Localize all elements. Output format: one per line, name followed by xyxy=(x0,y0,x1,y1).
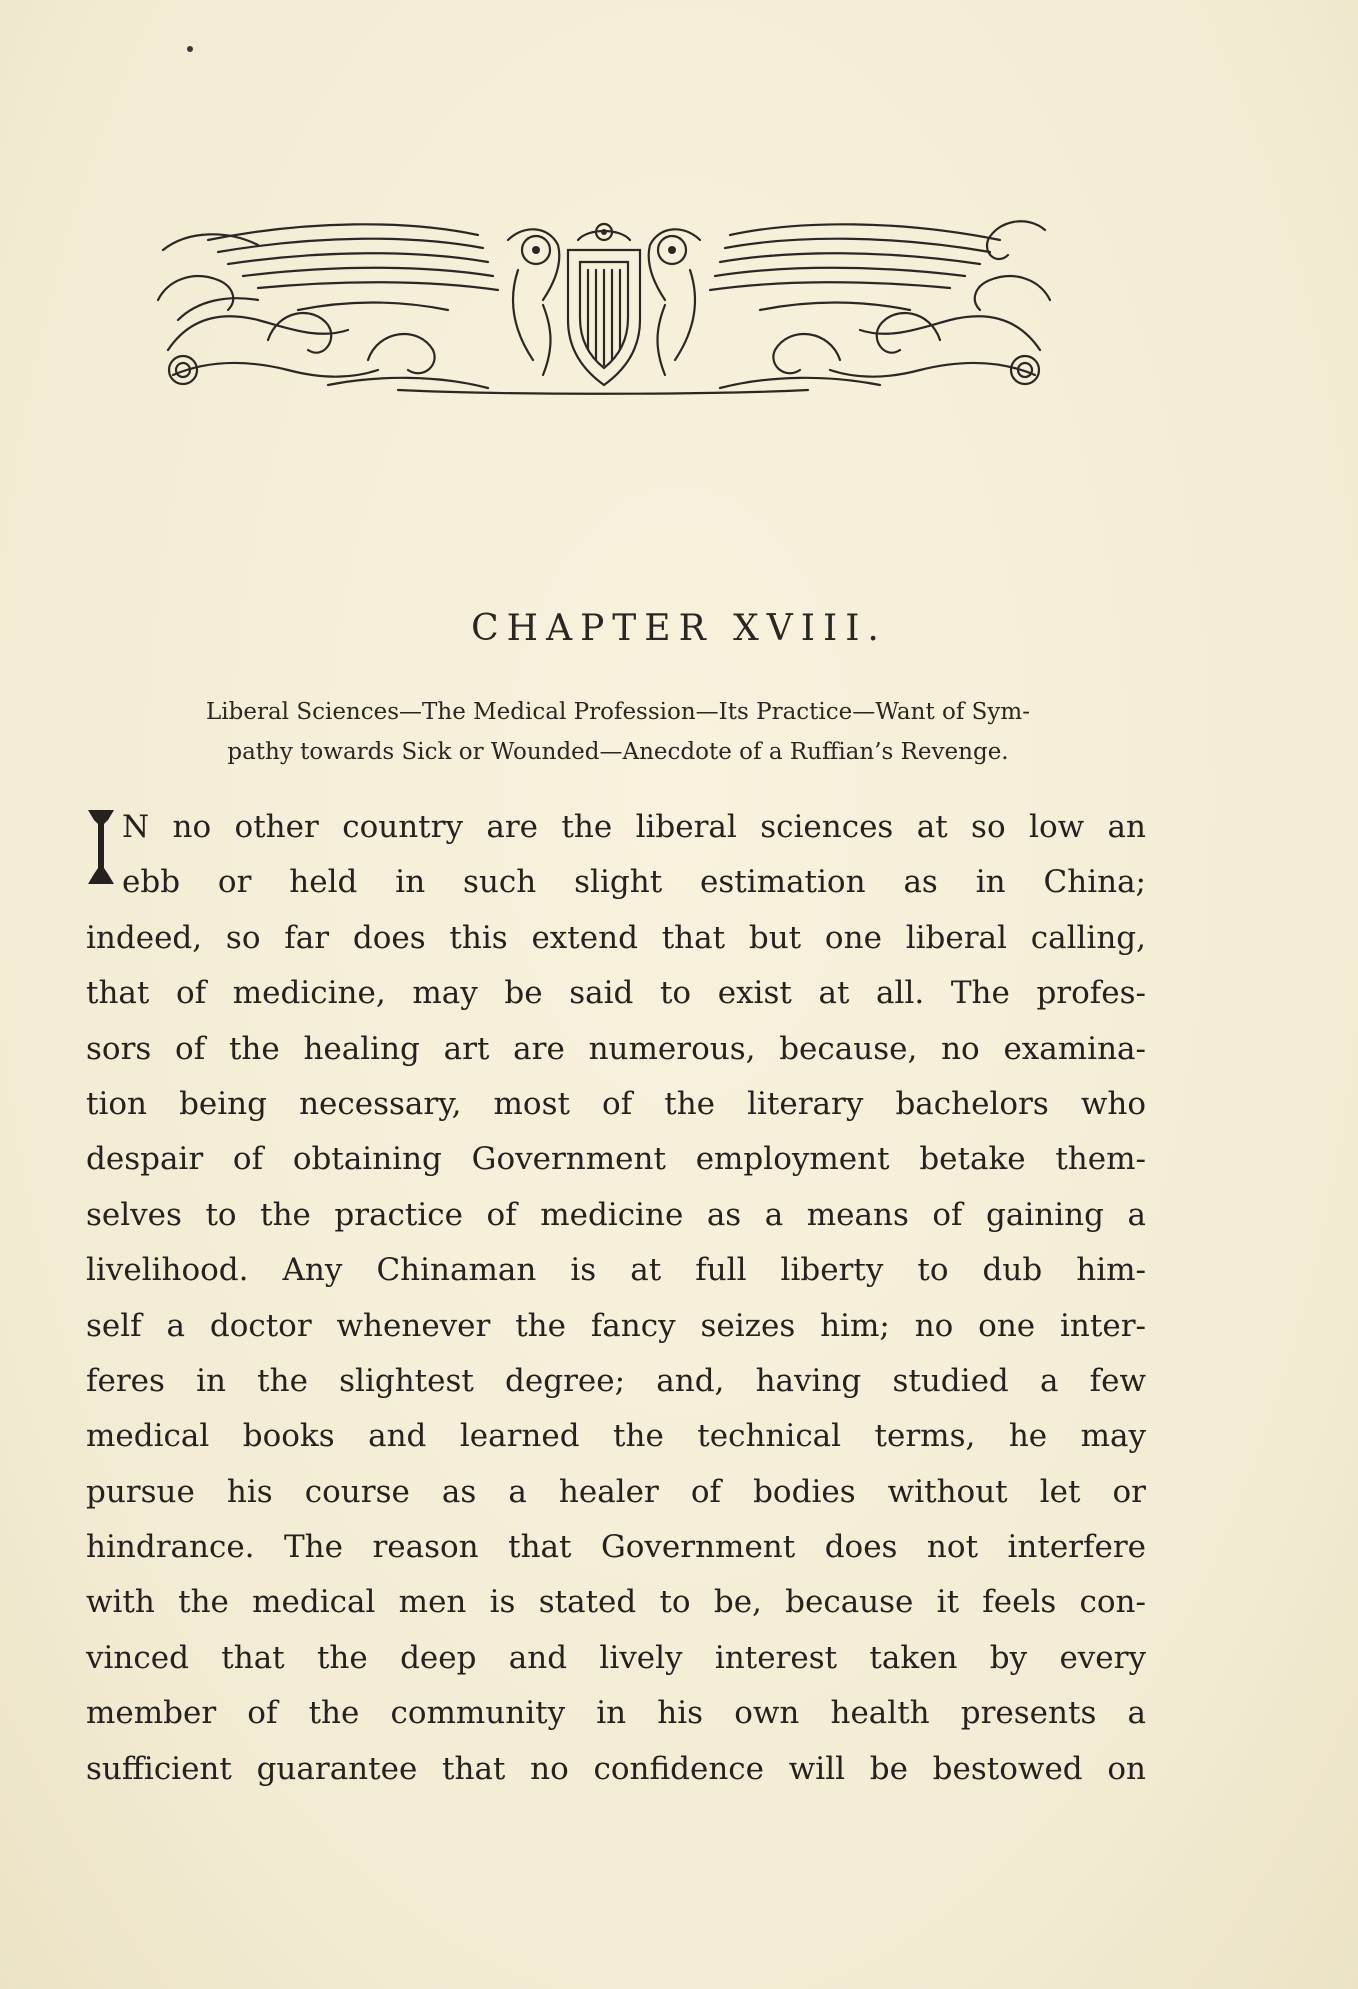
text-line: medical books and learned the technical terms, he may xyxy=(86,1418,1146,1455)
text-line: ebb or held in such slight estimation as in China; xyxy=(122,864,1146,901)
text-line: with the medical men is stated to be, because it feels con- xyxy=(86,1584,1146,1621)
chapter-summary xyxy=(88,692,1148,772)
text-line: that of medicine, may be said to exist at all. The profes- xyxy=(86,975,1146,1012)
summary-line: pathy towards Sick or Wounded—Anecdote of a Ruffian’s Revenge. xyxy=(227,739,1009,765)
text-line: self a doctor whenever the fancy seizes him; no one inter- xyxy=(86,1307,1146,1344)
ink-speck xyxy=(187,46,193,52)
text-line: despair of obtaining Government employment betake them- xyxy=(86,1141,1146,1178)
text-line: hindrance. The reason that Government does not interfere xyxy=(86,1529,1146,1566)
summary-line: Liberal Sciences—The Medical Profession—Its Practice—Want of Sym- xyxy=(205,699,1030,725)
text-line: pursue his course as a healer of bodies without let or xyxy=(86,1473,1146,1510)
body-paragraph xyxy=(86,800,1146,1797)
text-line: selves to the practice of medicine as a means of gaining a xyxy=(86,1196,1146,1233)
text-line: livelihood. Any Chinaman is at full liberty to dub him- xyxy=(86,1252,1146,1289)
text-line: member of the community in his own health presents a xyxy=(86,1695,1146,1732)
text-line: vinced that the deep and lively interest taken by every xyxy=(86,1639,1146,1676)
text-line: sufficient guarantee that no confidence will be bestowed on xyxy=(86,1750,1146,1787)
text-line: sors of the healing art are numerous, because, no examina- xyxy=(86,1030,1146,1067)
text-line: tion being necessary, most of the literary bachelors who xyxy=(86,1085,1146,1122)
headpiece-ornament-icon xyxy=(148,210,1060,400)
chapter-title: CHAPTER XVIII. xyxy=(471,608,887,649)
text-line: feres in the slightest degree; and, having studied a few xyxy=(86,1362,1146,1399)
text-line: N no other country are the liberal sciences at so low an xyxy=(122,809,1146,845)
text-line: indeed, so far does this extend that but one liberal calling, xyxy=(86,919,1146,956)
